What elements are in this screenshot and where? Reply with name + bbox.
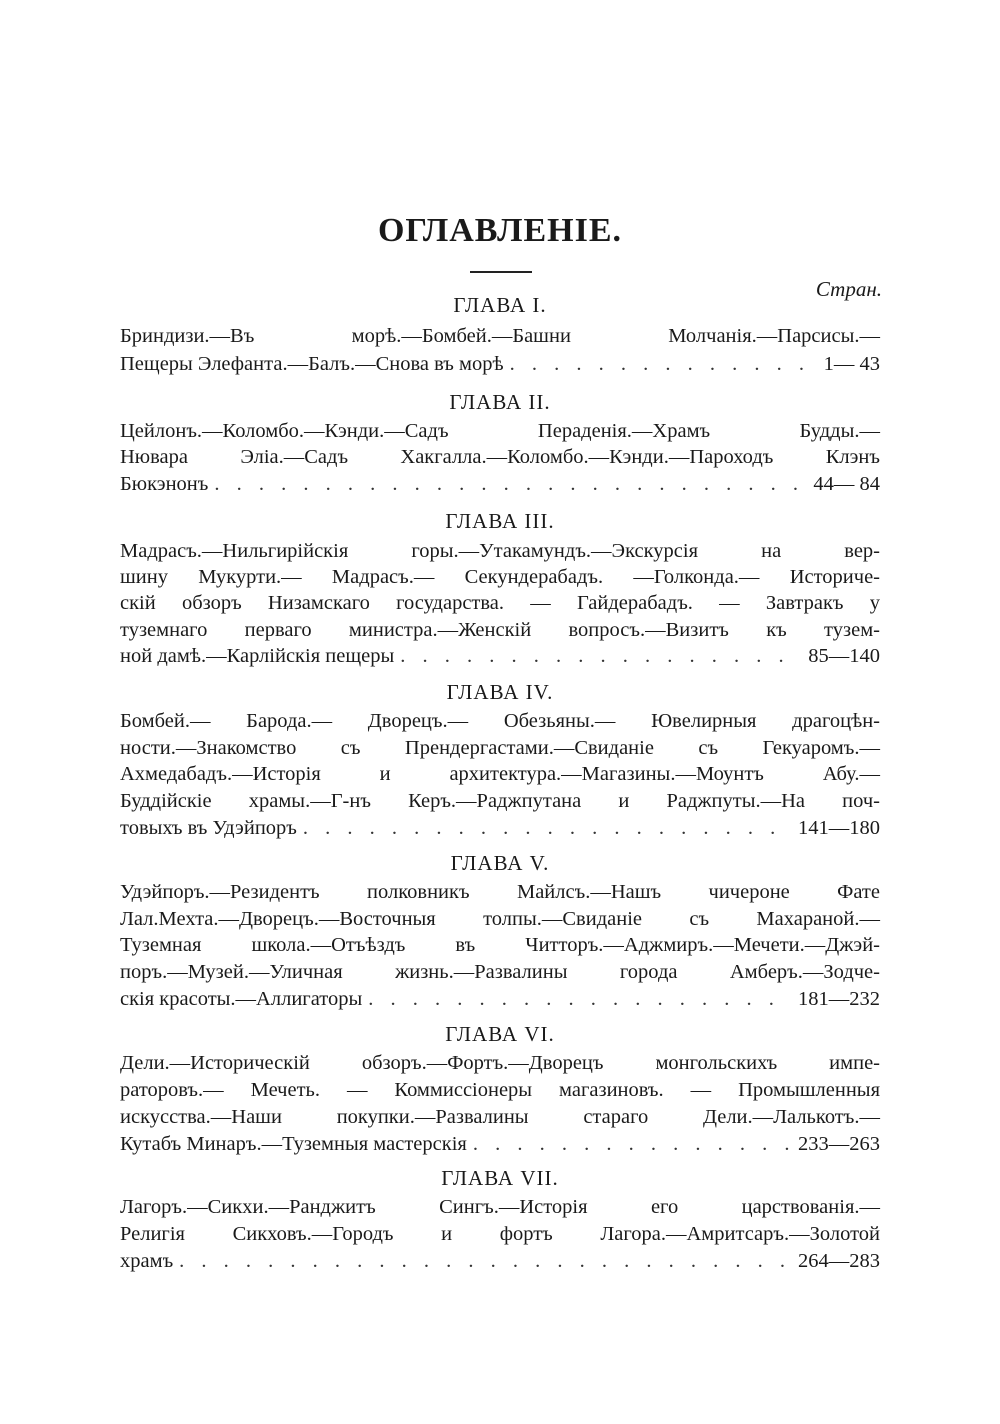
toc-line: искусства.—Наши покупки.—Развалины стараго Дели.—Лалькотъ.— xyxy=(120,1106,880,1128)
chapter-heading: ГЛАВА VII. xyxy=(441,1166,559,1190)
toc-line: Кутабъ Минаръ.—Туземныя мастерскія xyxy=(120,1133,467,1155)
dot-leader xyxy=(473,1131,792,1158)
toc-entry-end xyxy=(120,351,880,378)
page-range: 1— 43 xyxy=(823,353,880,375)
toc-line: Буддійскіе храмы.—Г-нъ Керъ.—Раджпутана и Раджпуты.—На поч- xyxy=(120,790,880,812)
toc-entry-end xyxy=(120,643,880,670)
title-divider xyxy=(470,271,532,273)
toc-entry-end xyxy=(120,986,880,1013)
toc-line: Бюкэнонъ xyxy=(120,473,209,495)
toc-line: Удэйпоръ.—Резидентъ полковникъ Майлсъ.—Нашъ чичероне Фате xyxy=(120,881,880,903)
page-range: 44— 84 xyxy=(813,473,880,495)
chapter-heading: ГЛАВА III. xyxy=(445,509,555,533)
toc-entry-end xyxy=(120,1131,880,1158)
toc-entry-end xyxy=(120,815,880,842)
page-range: 264—283 xyxy=(798,1250,880,1272)
toc-line: Ахмедабадъ.—Исторія и архитектура.—Магазины.—Моунтъ Абу.— xyxy=(120,763,880,785)
toc-line: товыхъ въ Удэйпоръ xyxy=(120,817,297,839)
toc-line: Мадрасъ.—Нильгирійскія горы.—Утакамундъ.—Экскурсія на вер- xyxy=(120,540,880,562)
toc-line: Туземная школа.—Отъѣздъ въ Читторъ.—Аджмиръ.—Мечети.—Джэй- xyxy=(120,934,880,956)
chapter-heading: ГЛАВА IV. xyxy=(446,680,554,704)
page-range: 181—232 xyxy=(798,988,880,1010)
toc-line: туземнаго перваго министра.—Женскій вопросъ.—Визитъ къ тузем- xyxy=(120,619,880,641)
dot-leader xyxy=(179,1248,792,1275)
toc-line: Религія Сикховъ.—Городъ и фортъ Лагора.—Амритсаръ.—Золотой xyxy=(120,1223,880,1245)
chapter-heading: ГЛАВА VI. xyxy=(445,1022,555,1046)
toc-line: скія красоты.—Аллигаторы xyxy=(120,988,363,1010)
toc-line: раторовъ.— Мечеть. — Коммиссіонеры магазиновъ. — Промышленныя xyxy=(120,1079,880,1101)
dot-leader xyxy=(303,815,792,842)
chapter-heading: ГЛАВА II. xyxy=(449,390,551,414)
toc-line: Нювара Эліа.—Садъ Хакгалла.—Коломбо.—Кэнди.—Пароходъ Клэнъ xyxy=(120,446,880,468)
page-title: ОГЛАВЛЕНІЕ. xyxy=(377,212,623,249)
toc-line: ной дамѣ.—Карлійскія пещеры xyxy=(120,645,395,667)
page-range: 85—140 xyxy=(808,645,880,667)
dot-leader xyxy=(214,471,807,498)
toc-line: храмъ xyxy=(120,1250,174,1272)
toc-line: Цейлонъ.—Коломбо.—Кэнди.—Садъ Перадeнія.—Храмъ Будды.— xyxy=(120,420,880,442)
page-range: 141—180 xyxy=(798,817,880,839)
toc-line: Лал.Мехта.—Дворецъ.—Восточныя толпы.—Свиданіе съ Махараной.— xyxy=(120,908,880,930)
toc-line: Бриндизи.—Въ морѣ.—Бомбей.—Башни Молчанія.—Парсисы.— xyxy=(120,325,880,347)
dot-leader xyxy=(400,643,802,670)
toc-line: Дели.—Историческій обзоръ.—Фортъ.—Дворецъ монгольскихъ импе- xyxy=(120,1052,880,1074)
toc-line: Лагоръ.—Сикхи.—Ранджитъ Сингъ.—Исторія его царствованія.— xyxy=(120,1196,880,1218)
toc-line: Пещеры Элефанта.—Балъ.—Снова въ морѣ xyxy=(120,353,504,375)
pages-column-label: Стран. xyxy=(815,277,882,301)
page-range: 233—263 xyxy=(798,1133,880,1155)
chapter-heading: ГЛАВА V. xyxy=(450,851,550,875)
toc-line: скій обзоръ Низамскаго государства. — Гайдерабадъ. — Завтракъ у xyxy=(120,592,880,614)
dot-leader xyxy=(510,351,818,378)
toc-line: шину Мукурти.— Мадрасъ.— Секундерабадъ. —Голконда.— Историче- xyxy=(120,566,880,588)
toc-entry-end xyxy=(120,1248,880,1275)
toc-line: Бомбей.— Барода.— Дворецъ.— Обезьяны.— Ювелирныя драгоцѣн- xyxy=(120,710,880,732)
dot-leader xyxy=(368,986,792,1013)
toc-line: ности.—Знакомство съ Прендергастами.—Свиданіе съ Гекуаромъ.— xyxy=(120,737,880,759)
toc-entry-end xyxy=(120,471,880,498)
toc-line: поръ.—Музей.—Уличная жизнь.—Развалины города Амберъ.—Зодче- xyxy=(120,961,880,983)
chapter-heading: ГЛАВА I. xyxy=(453,293,547,317)
